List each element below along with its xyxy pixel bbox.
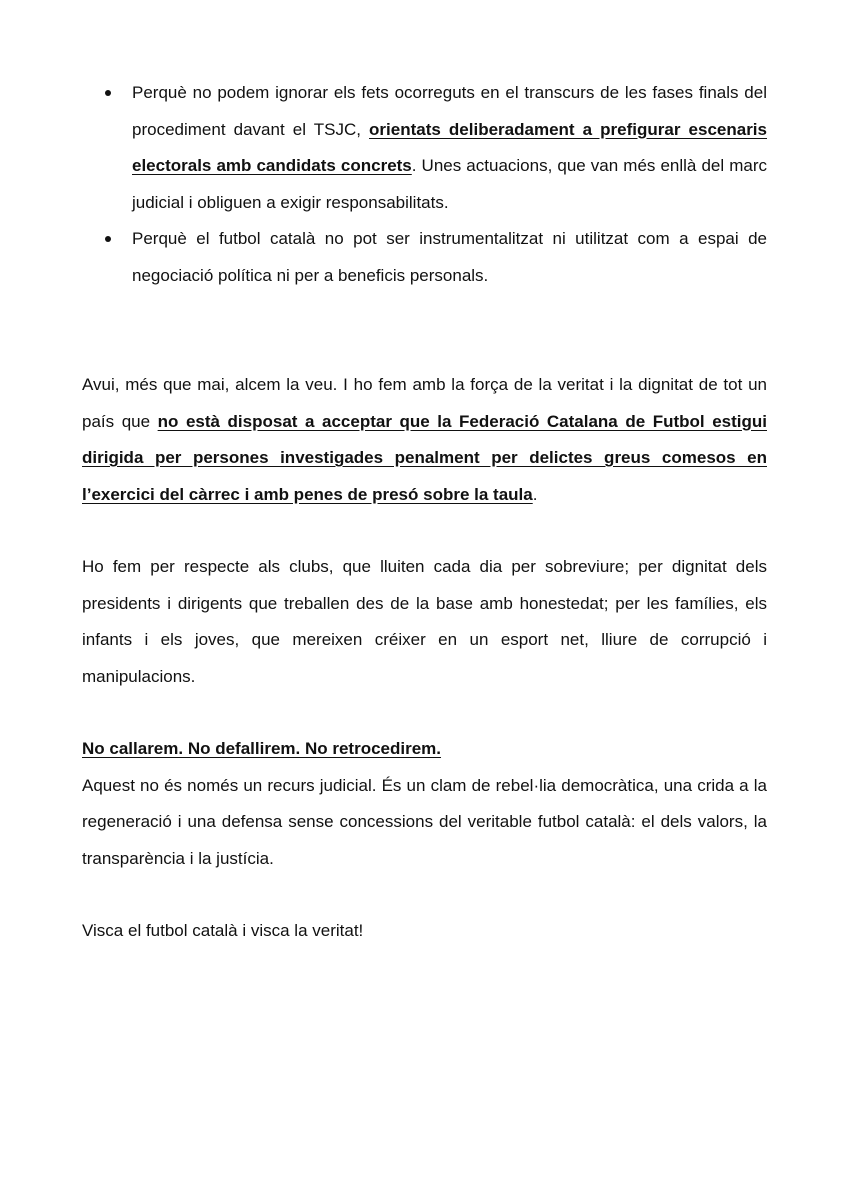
paragraph-voice (82, 367, 767, 513)
bullet-dot-icon (105, 90, 111, 96)
spacer (82, 513, 767, 549)
document-page (82, 75, 767, 950)
spacer (82, 294, 767, 331)
spacer (82, 877, 767, 913)
bullet-item (82, 75, 767, 221)
spacer (82, 695, 767, 731)
bullet-text-end: . Unes actuacions, que van més enllà del marc judicial i obliguen a exigir responsabilitats. (132, 156, 767, 212)
bullet-emphasis: orientats deliberadament a prefigurar escenaris electorals amb candidats concrets (132, 119, 767, 175)
bullet-text: Perquè no podem ignorar els fets ocorreguts en el transcurs de les fases finals del procediment davant el TSJC, (132, 83, 767, 139)
slogan: No callarem. No defallirem. No retrocedirem. (82, 739, 442, 758)
paragraph-text-end: . (532, 484, 538, 504)
paragraph-text: Avui, més que mai, alcem la veu. I ho fem amb la força de la veritat i la dignitat de tot un país que (82, 375, 767, 431)
paragraph-appeal: Aquest no és només un recurs judicial. És un clam de rebel·lia democràtica, una crida a la regeneració i una defensa sense concessions del veritable futbol català: el dels valors, la transparència i la justícia. (82, 775, 767, 868)
bullet-text: Perquè el futbol català no pot ser instrumentalitzat ni utilitzat com a espai de negociació política ni per a beneficis personals. (132, 229, 767, 285)
bullet-dot-icon (105, 236, 111, 242)
bullet-list (82, 75, 767, 294)
closing-line: Visca el futbol català i visca la veritat! (82, 921, 364, 940)
paragraph-emphasis: no està disposat a acceptar que la Federació Catalana de Futbol estigui dirigida per persones investigades penalment per delictes greus comesos en l’exercici del càrrec i amb penes de presó sobre la taula (82, 411, 767, 504)
paragraph-respect: Ho fem per respecte als clubs, que lluiten cada dia per sobreviure; per dignitat dels presidents i dirigents que treballen des de la base amb honestedat; per les famílies, els infants i els joves, que mereixen créixer en un esport net, lliure de corrupció i manipulacions. (82, 557, 767, 686)
spacer (82, 331, 767, 367)
bullet-item (82, 221, 767, 294)
